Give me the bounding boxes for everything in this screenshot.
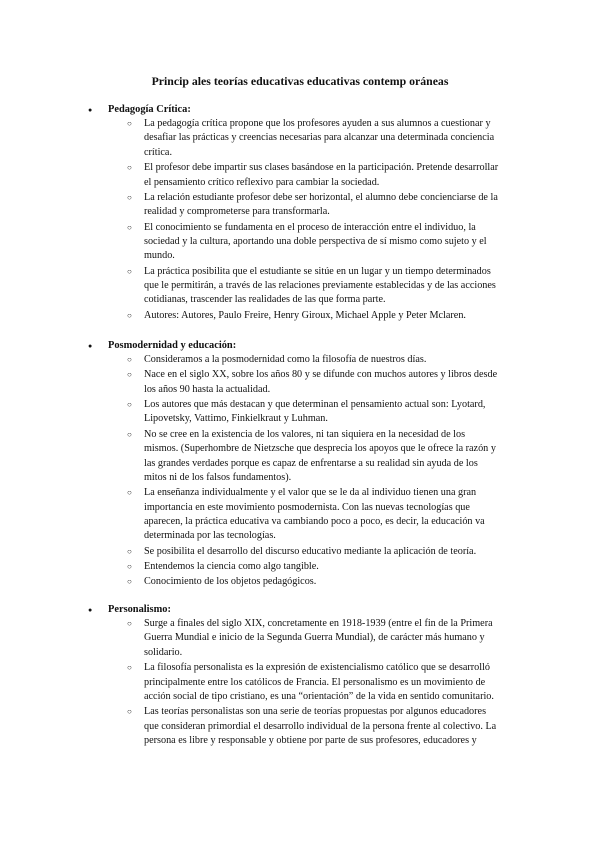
list-item: ○ Conocimiento de los objetos pedagógicos.: [144, 575, 500, 589]
list-item: ○ La enseñanza individualmente y el valor que se le da al individuo tienen una gran importancia en este movimiento posmodernista. Con las nuevas tecnologías que aparecen, la práctica educativa va cambiando poco a poco, es decir, la educación va determinada por las tecnologías.: [144, 486, 500, 544]
section-list: [0, 617, 600, 748]
list-item: ○ Surge a finales del siglo XIX, concretamente en 1918-1939 (entre el fin de la Primera Guerra Mundial e inicio de la Segunda Guerra Mundial), de carácter más humano y solidario.: [144, 617, 500, 660]
section-personalismo: [0, 603, 600, 749]
list-item: ○ La relación estudiante profesor debe ser horizontal, el alumno debe concienciarse de la realidad y comprometerse para transformarla.: [144, 191, 500, 220]
list-item: ○ Nace en el siglo XX, sobre los años 80 y se difunde con muchos autores y libros desde los años 90 hasta la actualidad.: [144, 368, 500, 397]
list-item: ○ Se posibilita el desarrollo del discurso educativo mediante la aplicación de teoría.: [144, 545, 500, 559]
section-list: [0, 353, 600, 590]
section-list: [0, 117, 600, 323]
page-title: Princip ales teorías educativas educativas contemp oráneas: [151, 74, 449, 88]
section-heading: ● Pedagogía Crítica:: [0, 103, 600, 117]
list-item: ○ La pedagogía crítica propone que los profesores ayuden a sus alumnos a cuestionar y desafiar las prácticas y creencias necesarias para alcanzar una determinada conciencia crítica.: [144, 117, 500, 160]
section-pedagogia-critica: [0, 103, 600, 324]
list-item: ○ El conocimiento se fundamenta en el proceso de interacción entre el individuo, la sociedad y la cultura, aportando una doble perspectiva de sí mismo como sujeto y el mundo.: [144, 221, 500, 264]
list-item: ○ Entendemos la ciencia como algo tangible.: [144, 560, 500, 574]
list-item: ○ No se cree en la existencia de los valores, ni tan siquiera en la necesidad de los mismos. (Superhombre de Nietzsche que desprecia los apoyos que le ofrece la razón y las grandes verdades porque es capaz de enfrentarse a su realidad sin ayuda de los mitos ni de los falsos fundamentos).: [144, 428, 500, 486]
list-item: ○ Autores: Autores, Paulo Freire, Henry Giroux, Michael Apple y Peter Mclaren.: [144, 309, 500, 323]
section-heading: ● Personalismo:: [0, 603, 600, 617]
list-item: ○ El profesor debe impartir sus clases basándose en la participación. Pretende desarrollar el pensamiento crítico reflexivo para cambiar la sociedad.: [144, 161, 500, 190]
list-item: ○ La práctica posibilita que el estudiante se sitúe en un lugar y un tiempo determinados que le permitirán, a través de las relaciones previamente establecidas y de las acciones cotidianas, trascender las realidades de las que forma parte.: [144, 265, 500, 308]
section-heading: ● Posmodernidad y educación:: [0, 339, 600, 353]
list-item: ○ Las teorías personalistas son una serie de teorías propuestas por algunos educadores que consideran primordial el desarrollo individual de la persona frente al colectivo. La persona es libre y responsable y obtiene por parte de sus profesores, educadores y: [144, 705, 500, 748]
list-item: ○ Los autores que más destacan y que determinan el pensamiento actual son: Lyotard, Lipovetsky, Vattimo, Finkielkraut y Luhman.: [144, 398, 500, 427]
list-item: ○ Consideramos a la posmodernidad como la filosofía de nuestros días.: [144, 353, 500, 367]
section-posmodernidad: [0, 339, 600, 591]
list-item: ○ La filosofía personalista es la expresión de existencialismo católico que se desarrolló principalmente entre los católicos de Francia. El personalismo es un movimiento de acción social de tipo cristiano, es una “orientación” de la vida en sentido comunitario.: [144, 661, 500, 704]
